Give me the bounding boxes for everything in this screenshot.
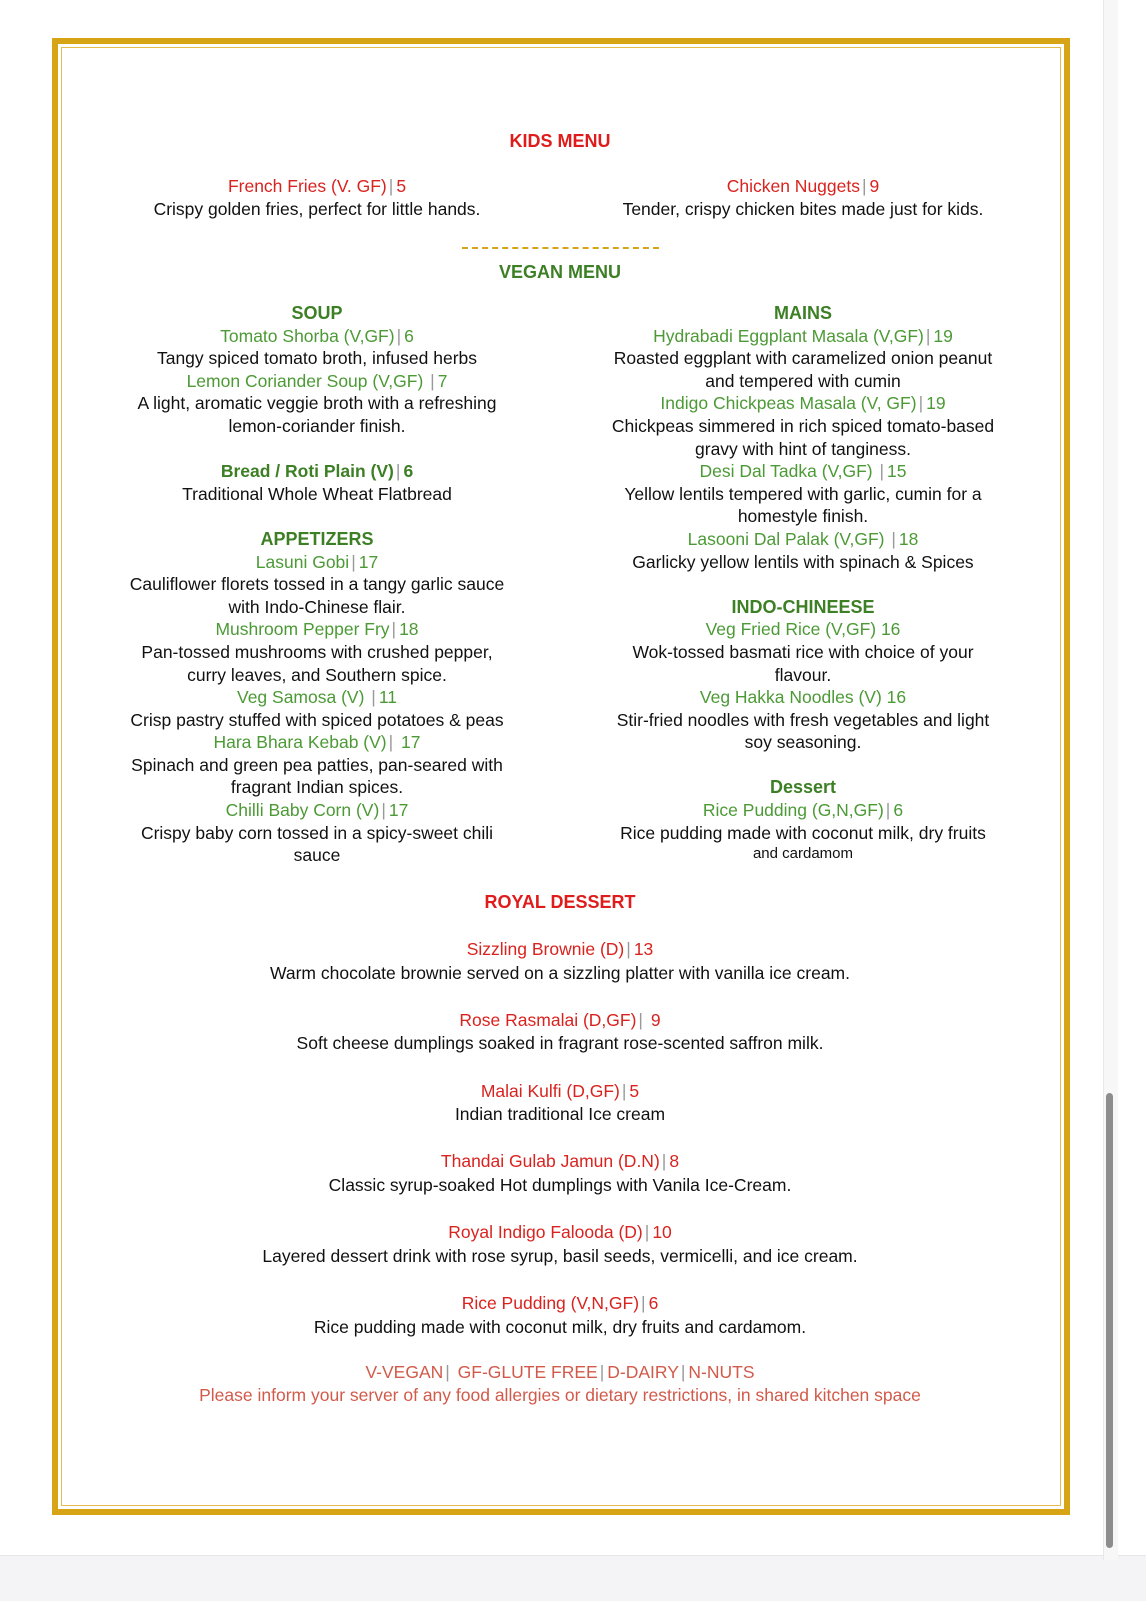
menu-item-price: 19 xyxy=(933,325,953,346)
menu-item-heading xyxy=(160,1009,960,1033)
menu-item-price: 18 xyxy=(399,619,419,640)
price-separator: | xyxy=(862,176,867,196)
menu-item-heading xyxy=(583,325,1023,348)
menu-item-description: Crisp pastry stuffed with spiced potatoes & peas xyxy=(130,709,504,730)
menu-item-price: 8 xyxy=(669,1151,680,1172)
menu-item-price: 6 xyxy=(648,1292,659,1313)
section-spacer xyxy=(583,754,1023,777)
legend-vegan: V-VEGAN xyxy=(365,1362,444,1382)
menu-item-description: Traditional Whole Wheat Flatbread xyxy=(182,483,452,504)
menu-item-name: Desi Dal Tadka (V,GF) xyxy=(699,461,878,482)
menu-item-price: 6 xyxy=(404,325,414,346)
menu-item-description: Indian traditional Ice cream xyxy=(454,1104,666,1125)
kids-menu-title: KIDS MENU xyxy=(509,131,611,151)
menu-item-description: Cauliflower florets tossed in a tangy garlic sauce with Indo-Chinese flair. xyxy=(129,574,505,617)
price-separator: | xyxy=(891,528,896,549)
menu-item-price: 15 xyxy=(887,461,907,482)
price-separator: | xyxy=(661,1151,667,1172)
menu-item-price: 9 xyxy=(869,176,880,196)
menu-item-price: 11 xyxy=(378,687,397,708)
menu-item-heading xyxy=(583,392,1023,415)
price-separator: | xyxy=(371,687,376,708)
menu-item-heading xyxy=(160,938,960,962)
menu-item-name: Malai Kulfi (D,GF) xyxy=(480,1080,620,1101)
price-separator: | xyxy=(430,370,435,391)
menu-item-description: Stir-fried noodles with fresh vegetables and light soy seasoning. xyxy=(616,709,990,753)
vegan-left-column xyxy=(97,302,537,867)
menu-item-name: Lasuni Gobi xyxy=(255,551,350,572)
vegan-right-column xyxy=(583,302,1023,864)
price-separator: | xyxy=(626,939,631,959)
menu-item-price: 17 xyxy=(388,800,409,821)
menu-item-heading xyxy=(97,618,537,641)
section-title: APPETIZERS xyxy=(260,528,374,549)
menu-item-description: Classic syrup-soaked Hot dumplings with Vanila Ice-Cream. xyxy=(328,1174,792,1195)
menu-item-heading xyxy=(97,686,537,709)
menu-item-price: 18 xyxy=(898,528,919,549)
price-separator: | xyxy=(879,461,885,482)
menu-item-heading xyxy=(107,175,527,198)
menu-item-name: Bread / Roti Plain (V) xyxy=(220,461,394,482)
section-title: INDO-CHINEESE xyxy=(731,596,875,617)
menu-item-heading xyxy=(160,1221,960,1245)
legend-gluten-free: GF-GLUTE FREE xyxy=(452,1362,598,1382)
section-spacer xyxy=(583,573,1023,596)
kids-item xyxy=(107,175,527,220)
price-separator: | xyxy=(644,1222,650,1243)
allergy-note: Please inform your server of any food allergies or dietary restrictions, in shared kitchen space xyxy=(199,1385,921,1405)
menu-item-heading xyxy=(583,528,1023,551)
price-separator: | xyxy=(641,1292,646,1313)
price-separator: | xyxy=(918,393,924,414)
legend-separator: | xyxy=(445,1362,450,1382)
menu-item-price: 5 xyxy=(629,1080,640,1101)
menu-item-name: Rice Pudding (G,N,GF) xyxy=(702,800,884,821)
menu-item-heading xyxy=(97,799,537,822)
menu-item-name: Rose Rasmalai (D,GF) xyxy=(459,1009,637,1030)
menu-item-heading xyxy=(97,325,537,348)
page-background xyxy=(0,1555,1146,1601)
menu-item-name: Hydrabadi Eggplant Masala (V,GF) xyxy=(653,325,924,346)
menu-item-name: Indigo Chickpeas Masala (V, GF) xyxy=(660,393,917,414)
price-separator: | xyxy=(638,1009,643,1030)
menu-item-heading xyxy=(160,1292,960,1316)
section-spacer xyxy=(97,438,537,461)
price-separator: | xyxy=(388,732,394,753)
menu-item-description: Soft cheese dumplings soaked in fragrant rose-scented saffron milk. xyxy=(296,1033,824,1054)
menu-item-name: Rice Pudding (V,N,GF) xyxy=(461,1292,640,1313)
menu-item-description-cont: and cardamom xyxy=(752,845,854,863)
menu-item-heading xyxy=(97,460,537,483)
menu-item-name: French Fries (V. GF) xyxy=(227,176,387,196)
price-separator: | xyxy=(621,1080,627,1101)
divider xyxy=(462,247,659,249)
price-separator: | xyxy=(395,461,401,482)
section-title: SOUP xyxy=(291,303,343,323)
item-spacer xyxy=(160,1127,960,1151)
kids-item xyxy=(593,175,1013,220)
menu-item-name: Veg Samosa (V) xyxy=(236,687,370,708)
menu-item-description: Tangy spiced tomato broth, infused herbs xyxy=(156,348,478,369)
menu-item-heading xyxy=(583,799,1023,822)
menu-item-heading xyxy=(97,370,537,393)
menu-item-name: Lemon Coriander Soup (V,GF) xyxy=(186,370,429,391)
royal-dessert-list xyxy=(160,938,960,1339)
price-separator: | xyxy=(396,325,402,346)
menu-item-price: 19 xyxy=(926,393,946,414)
menu-item-price: 9 xyxy=(645,1009,661,1030)
menu-item-description: A light, aromatic veggie broth with a refreshing lemon-coriander finish. xyxy=(137,393,497,436)
price-separator: | xyxy=(925,325,931,346)
menu-item-description: Spinach and green pea patties, pan-seared with fragrant Indian spices. xyxy=(131,754,503,798)
menu-item-heading xyxy=(583,618,1023,641)
menu-item-heading xyxy=(97,731,537,754)
price-separator: | xyxy=(391,619,397,640)
item-spacer xyxy=(160,1056,960,1080)
menu-item-description: Wok-tossed basmati rice with choice of your flavour. xyxy=(632,641,974,685)
menu-item-price: 6 xyxy=(893,800,904,821)
menu-item-description: Crispy golden fries, perfect for little hands. xyxy=(153,198,481,219)
menu-item-name: Veg Hakka Noodles (V) 16 xyxy=(699,687,907,708)
price-separator: | xyxy=(885,800,891,821)
menu-item-name: Lasooni Dal Palak (V,GF) xyxy=(687,528,890,549)
vegan-menu-title: VEGAN MENU xyxy=(498,262,621,282)
legend-separator: | xyxy=(680,1362,686,1382)
menu-item-heading xyxy=(583,460,1023,483)
royal-dessert-title: ROYAL DESSERT xyxy=(484,892,636,912)
menu-item-price: 17 xyxy=(358,551,379,572)
menu-item-description: Rice pudding made with coconut milk, dry fruits and cardamom. xyxy=(313,1316,807,1337)
menu-item-name: Chilli Baby Corn (V) xyxy=(225,800,380,821)
section-spacer xyxy=(97,505,537,528)
menu-item-description: Garlicky yellow lentils with spinach & Spices xyxy=(632,551,974,572)
price-separator: | xyxy=(388,176,394,196)
scrollbar-thumb[interactable] xyxy=(1106,1093,1113,1548)
menu-item-description: Pan-tossed mushrooms with crushed pepper, curry leaves, and Southern spice. xyxy=(141,641,493,685)
menu-item-price: 10 xyxy=(652,1222,672,1243)
menu-item-heading xyxy=(583,686,1023,709)
menu-item-name: Sizzling Brownie (D) xyxy=(466,939,625,959)
section-title: Dessert xyxy=(769,777,837,798)
menu-item-name: Veg Fried Rice (V,GF) 16 xyxy=(705,619,901,640)
menu-item-name: Royal Indigo Falooda (D) xyxy=(448,1222,643,1243)
price-separator: | xyxy=(351,551,356,572)
menu-item-name: Chicken Nuggets xyxy=(726,176,860,196)
menu-item-heading xyxy=(160,1150,960,1174)
menu-item-name: Mushroom Pepper Fry xyxy=(215,619,390,640)
menu-item-description: Tender, crispy chicken bites made just for kids. xyxy=(622,198,984,219)
menu-item-price: 6 xyxy=(403,461,414,482)
menu-item-description: Rice pudding made with coconut milk, dry fruits xyxy=(620,822,986,843)
allergen-legend xyxy=(110,1361,1010,1384)
menu-item-name: Tomato Shorba (V,GF) xyxy=(220,325,395,346)
item-spacer xyxy=(160,1268,960,1292)
menu-item-heading xyxy=(97,551,537,574)
item-spacer xyxy=(160,1198,960,1222)
section-title: MAINS xyxy=(774,303,832,323)
menu-item-description: Roasted eggplant with caramelized onion peanut and tempered with cumin xyxy=(613,348,993,391)
legend-dairy: D-DAIRY xyxy=(607,1362,679,1382)
item-spacer xyxy=(160,985,960,1009)
menu-item-name: Hara Bhara Kebab (V) xyxy=(213,732,387,753)
menu-item-price: 17 xyxy=(396,732,421,753)
price-separator: | xyxy=(381,800,386,821)
legend-nuts: N-NUTS xyxy=(688,1362,755,1382)
menu-item-name: Thandai Gulab Jamun (D.N) xyxy=(440,1151,660,1172)
menu-item-description: Warm chocolate brownie served on a sizzling platter with vanilla ice cream. xyxy=(269,962,850,983)
menu-item-description: Layered dessert drink with rose syrup, basil seeds, vermicelli, and ice cream. xyxy=(262,1245,858,1266)
menu-item-heading xyxy=(160,1080,960,1104)
menu-item-description: Yellow lentils tempered with garlic, cumin for a homestyle finish. xyxy=(624,483,982,527)
legend-separator: | xyxy=(599,1362,605,1382)
menu-item-heading xyxy=(593,175,1013,198)
menu-item-price: 13 xyxy=(633,939,654,959)
menu-item-description: Chickpeas simmered in rich spiced tomato-based gravy with hint of tanginess. xyxy=(611,415,995,459)
menu-item-price: 7 xyxy=(437,370,448,391)
menu-item-description: Crispy baby corn tossed in a spicy-sweet chili sauce xyxy=(140,822,494,866)
menu-item-price: 5 xyxy=(396,176,407,196)
